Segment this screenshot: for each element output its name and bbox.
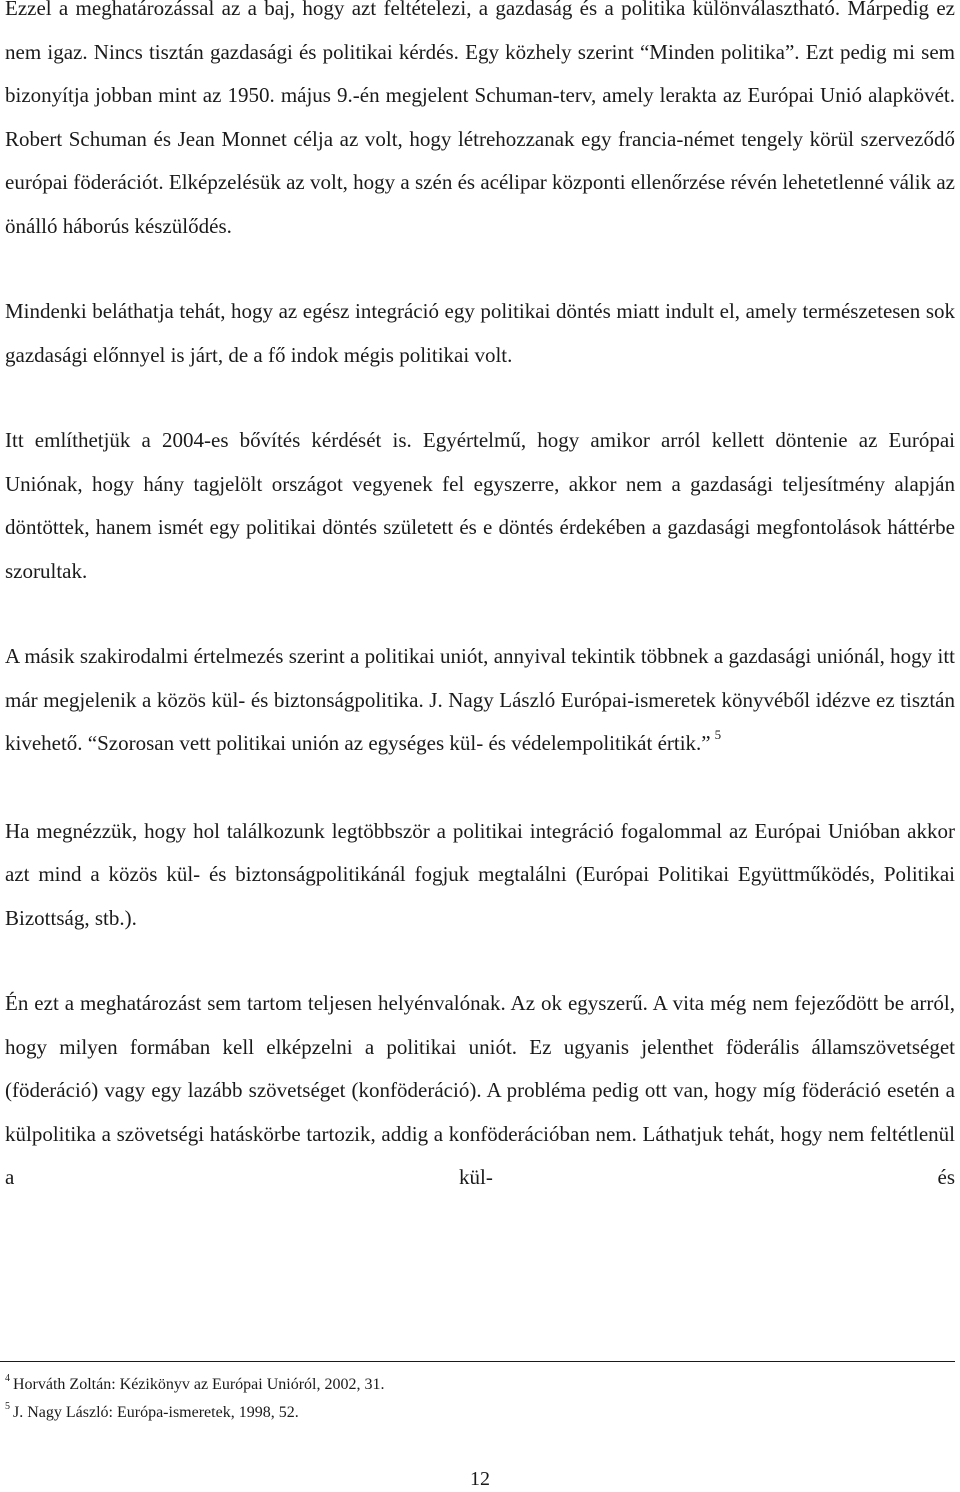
page-number: 12 <box>470 1468 490 1490</box>
footnote-separator <box>0 1361 955 1362</box>
body-paragraph-6: Én ezt a meghatározást sem tartom teljesen helyénvalónak. Az ok egyszerű. A vita még nem fejeződött be arról, hogy milyen formában kell elképzelni a politikai uniót. Ez ugyanis jelenthet föderális államszövetséget (föderáció) vagy egy lazább szövetséget (konföderáció). A probléma pedig ott van, hogy míg föderáció esetén a külpolitika a szövetségi hatáskörbe tartozik, addig a konföderációban nem. Láthatjuk tehát, hogy nem feltétlenül a kül- és <box>5 991 955 1189</box>
body-paragraph-4-text: A másik szakirodalmi értelmezés szerint a politikai uniót, annyival tekintik többnek a gazdasági uniónál, hogy itt már megjelenik a közös kül- és biztonságpolitika. J. Nagy László Európai-ismeretek könyvéből idézve ez tisztán kivehető. “Szorosan vett politikai unión az egységes kül- és védelempolitikát értik.” <box>5 644 955 755</box>
body-paragraph-4 <box>5 635 955 768</box>
footnote-5 <box>5 1400 905 1428</box>
document-page <box>5 0 955 1200</box>
footnote-text: J. Nagy László: Európa-ismeretek, 1998, 52. <box>13 1404 299 1421</box>
body-paragraph-3: Itt említhetjük a 2004-es bővítés kérdését is. Egyértelmű, hogy amikor arról kellett döntenie az Európai Uniónak, hogy hány tagjelölt országot vegyenek fel egyszerre, akkor nem a gazdasági teljesítmény alapján döntöttek, hanem ismét egy politikai döntés született és e döntés érdekében a gazdasági megfontolások háttérbe szorultak. <box>5 428 955 583</box>
footnotes <box>5 1372 905 1428</box>
footnote-4 <box>5 1372 905 1400</box>
footnote-mark: 4 <box>5 1373 10 1384</box>
footnote-text: Horváth Zoltán: Kézikönyv az Európai Unióról, 2002, 31. <box>13 1376 385 1393</box>
body-paragraph-1: Ezzel a meghatározással az a baj, hogy azt feltételezi, a gazdaság és a politika különválasztható. Márpedig ez nem igaz. Nincs tisztán gazdasági és politikai kérdés. Egy közhely szerint “Minden politika”. Ezt pedig mi sem bizonyítja jobban mint az 1950. május 9.-én megjelent Schuman-terv, amely lerakta az Európai Unió alapkövét. Robert Schuman és Jean Monnet célja az volt, hogy létrehozzanak egy francia-német tengely körül szerveződő európai föderációt. Elképzelésük az volt, hogy a szén és acélipar központi ellenőrzése révén lehetetlenné válik az önálló háborús készülődés. <box>5 0 955 238</box>
footnote-mark: 5 <box>5 1401 10 1412</box>
footnote-reference-5: 5 <box>714 727 722 742</box>
body-paragraph-2: Mindenki beláthatja tehát, hogy az egész integráció egy politikai döntés miatt indult el, amely természetesen sok gazdasági előnnyel is járt, de a fő indok mégis politikai volt. <box>5 299 955 367</box>
body-paragraph-5: Ha megnézzük, hogy hol találkozunk legtöbbször a politikai integráció fogalommal az Európai Unióban akkor azt mind a közös kül- és biztonságpolitikánál fogjuk megtalálni (Európai Politikai Együttműködés, Politikai Bizottság, stb.). <box>5 818 955 930</box>
